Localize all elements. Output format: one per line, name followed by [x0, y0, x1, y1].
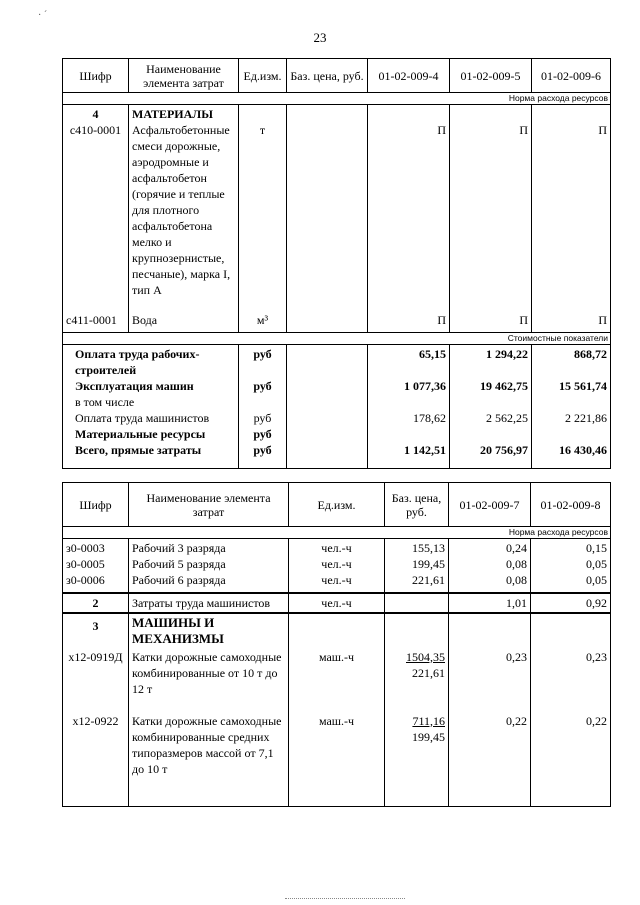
water-v3: П: [532, 311, 611, 333]
cost-name-labor: Оплата труда рабочих-строителей: [75, 347, 200, 377]
material-v3: П: [598, 123, 607, 137]
machinists-name: Затраты труда машинистов: [129, 593, 289, 613]
band-norm: Норма расхода ресурсов: [63, 527, 611, 539]
labor-prices: 155,13 199,45 221,61: [385, 539, 449, 593]
header-unit: Ед.изм.: [239, 59, 287, 93]
water-code: с411-0001: [63, 311, 129, 333]
water-v1: П: [368, 311, 450, 333]
header-col-2: 01-02-009-8: [531, 483, 611, 527]
machine-codes: 3 х12-0919Д х12-0922: [63, 613, 129, 807]
header-name: Наименование элемента затрат: [129, 59, 239, 93]
material-unit: т: [259, 123, 266, 137]
row-code: [63, 105, 129, 311]
material-code: с410-0001: [69, 123, 122, 137]
material-name: Асфальтобетонные смеси дорожные, аэродромные и асфальтобетон (горячие и теплые для плотного асфальтобетона мелко и крупнозернистые, песчаные), марка I, тип А: [132, 123, 231, 297]
section-code: 3: [92, 618, 99, 633]
water-price: [287, 311, 368, 333]
cost-col-3: 868,72 15 561,74 2 221,86 16 430,46: [532, 345, 611, 469]
material-v2: П: [519, 123, 528, 137]
machinists-v1: 1,01: [449, 593, 531, 613]
resource-table-2: [62, 482, 611, 807]
resource-table-1: [62, 58, 611, 469]
header-unit: Ед.изм.: [289, 483, 385, 527]
header-col-1: 01-02-009-7: [449, 483, 531, 527]
water-name: Вода: [129, 311, 239, 333]
water-unit: м³: [239, 311, 287, 333]
water-v2: П: [450, 311, 532, 333]
page-number: 23: [313, 30, 327, 45]
header-price: Баз. цена, руб.: [385, 483, 449, 527]
header-code: Шифр: [63, 59, 129, 93]
labor-units: чел.-ч чел.-ч чел.-ч: [289, 539, 385, 593]
row-name: [129, 105, 239, 311]
machinists-unit: чел.-ч: [289, 593, 385, 613]
cost-units: руб руб руб руб руб: [239, 345, 287, 469]
cost-col-1: 65,15 1 077,36 178,62 1 142,51: [368, 345, 450, 469]
scan-edge: [285, 898, 405, 899]
band-cost: Стоимостные показатели: [63, 333, 611, 345]
labor-col-1: 0,24 0,08 0,08: [449, 539, 531, 593]
labor-names: Рабочий 3 разряда Рабочий 5 разряда Рабочий 6 разряда: [129, 539, 289, 593]
section-title: МАТЕРИАЛЫ: [132, 107, 213, 121]
header-name: Наименование элемента затрат: [129, 483, 289, 527]
header-col-2: 01-02-009-5: [450, 59, 532, 93]
cost-names: [63, 345, 239, 469]
header-code: Шифр: [63, 483, 129, 527]
band-norm: Норма расхода ресурсов: [63, 93, 611, 105]
machine-names: МАШИНЫ И МЕХАНИЗМЫ Катки дорожные самоходные комбинированные от 10 т до 12 т Катки дорожные самоходные комбинированные средних типоразмеров массой от 7,1 до 10 т: [129, 613, 289, 807]
machine-prices: 1504,35 221,61 711,16 199,45: [385, 613, 449, 807]
section-code: 4: [92, 107, 99, 121]
machinists-v2: 0,92: [531, 593, 611, 613]
header-price: Баз. цена, руб.: [287, 59, 368, 93]
row-price: [287, 105, 368, 311]
labor-codes: з0-0003 з0-0005 з0-0006: [63, 539, 129, 593]
material-v1: П: [437, 123, 446, 137]
machinists-code: 2: [63, 593, 129, 613]
header-col-1: 01-02-009-4: [368, 59, 450, 93]
cost-name-machinists: Оплата труда машинистов: [75, 411, 210, 425]
cost-col-2: 1 294,22 19 462,75 2 562,25 20 756,97: [450, 345, 532, 469]
scan-specks: · ´: [38, 10, 48, 21]
section-title: МАШИНЫ И МЕХАНИЗМЫ: [132, 614, 224, 646]
row-unit: [239, 105, 287, 311]
machine-units: маш.-ч маш.-ч: [289, 613, 385, 807]
machine-col-2: 0,23 0,22: [531, 613, 611, 807]
cost-name-materials: Материальные ресурсы: [75, 427, 206, 441]
cost-name-including: в том числе: [75, 395, 135, 409]
cost-name-machines: Эксплуатация машин: [75, 379, 194, 393]
cost-name-total: Всего, прямые затраты: [75, 443, 202, 457]
header-col-3: 01-02-009-6: [532, 59, 611, 93]
labor-col-2: 0,15 0,05 0,05: [531, 539, 611, 593]
machine-col-1: 0,23 0,22: [449, 613, 531, 807]
